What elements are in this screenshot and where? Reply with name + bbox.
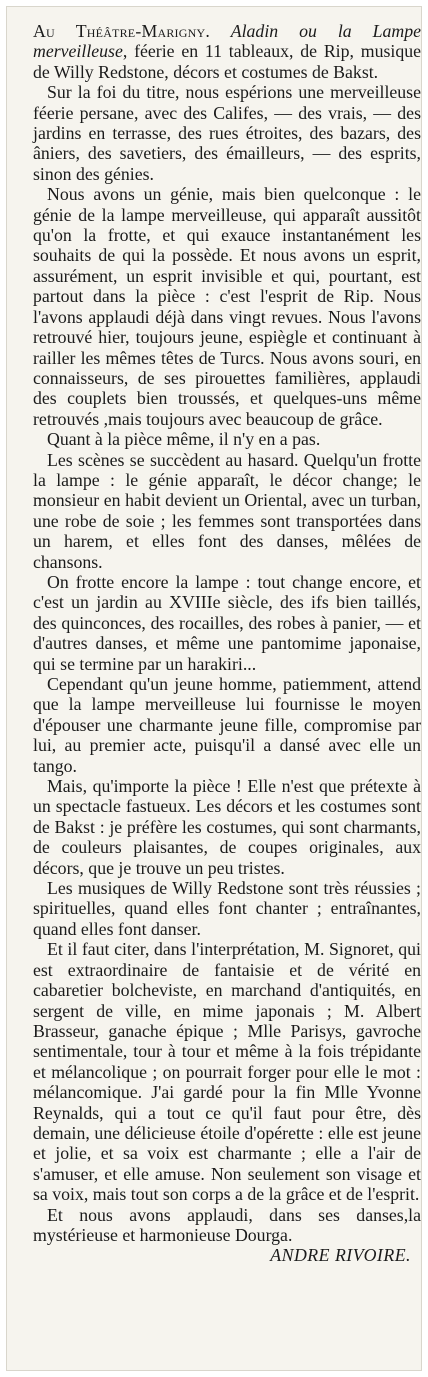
newspaper-clipping — [6, 6, 422, 1371]
article-paragraph-6: Cependant qu'un jeune homme, patiemment, attend que la lampe merveilleuse lui fournisse le moyen d'épouser une charmante jeune fille, compromise par lui, au premier acte, puisqu'il a dansé avec elle un tango. — [33, 674, 421, 776]
article-paragraph-7: Mais, qu'importe la pièce ! Elle n'est que prétexte à un spectacle fastueux. Les décors et les costumes sont de Bakst : je préfère les costumes, qui sont charmants, de couleurs plaisantes, de coupes originales, aux décors, que je trouve un peu tristes. — [33, 776, 421, 878]
heading-separator: . — [205, 21, 231, 41]
play-title: Aladin ou la Lampe merveilleuse — [33, 21, 422, 62]
article-paragraph-5: On frotte encore la lampe : tout change encore, et c'est un jardin au XVIIIe siècle, des ifs bien taillés, des quinconces, des rocailles, des robes à panier, — et d'autres danses, et même une pantomime japonaise, qui se termine par un harakiri... — [33, 571, 421, 674]
article-paragraph-10: Et nous avons applaudi, dans ses danses,la mystérieuse et harmonieuse Dourga. — [33, 1204, 421, 1245]
article-heading — [33, 21, 421, 82]
author-signature: ANDRE RIVOIRE. — [270, 1245, 411, 1266]
article-paragraph-1: Sur la foi du titre, nous espérions une merveilleuse féerie persane, avec des Califes, — des vrais, — des jardins en terrasse, des rues étroites, des bazars, des âniers, des savetiers, des émailleurs, — des esprits, sinon des génies. — [33, 82, 421, 184]
article-column — [33, 21, 421, 1266]
article-paragraph-3: Quant à la pièce même, il n'y en a pas. — [47, 429, 321, 450]
theatre-name: Au Théâtre-Marigny — [33, 21, 206, 41]
article-paragraph-4: Les scènes se succèdent au hasard. Quelqu'un frotte la lampe : le génie apparaît, le décor change; le monsieur en habit devient un Oriental, avec un turban, une robe de soie ; les femmes sont transportées dans un harem, et elles font des danses, mêlées de chansons. — [33, 449, 421, 572]
article-paragraph-8: Les musiques de Willy Redstone sont très réussies ; spirituelles, quand elles font chanter ; entraînantes, quand elles font danser. — [33, 878, 421, 939]
article-paragraph-2: Nous avons un génie, mais bien quelconque : le génie de la lampe merveilleuse, qui apparaît aussitôt qu'on la frotte, et qui exauce instantanément les souhaits de qui la possède. Et nous avons un esprit, assurément, un esprit invisible et qui, pourtant, est partout dans la pièce : c'est l'esprit de Rip. Nous l'avons applaudi déjà dans vingt revues. Nous l'avons retrouvé hier, toujours jeune, espiègle et continuant à railler les mêmes têtes de Turcs. Nous avons souri, en connaisseurs, de ses pirouettes familières, applaudi des couplets bien troussés, et quelques-uns même retrouvés ,mais toujours avec beaucoup de grâce. — [33, 184, 421, 429]
article-paragraph-9: Et il faut citer, dans l'interprétation, M. Signoret, qui est extraordinaire de fantaisie et de vérité en cabaretier bolcheviste, en marchand d'antiquités, en sergent de ville, en mime japonais ; M. Albert Brasseur, ganache épique ; Mlle Parisys, gavroche sentimentale, tour à tour et même à la fois trépidante et mélancolique ; on pourrait forger pour elle le mot : mélancomique. J'ai gardé pour la fin Mlle Yvonne Reynalds, qui a tout ce qu'il faut pour être, dès demain, une délicieuse étoile d'opérette : elle est jeune et jolie, et sa voix est charmante ; elle a l'air de s'amuser, et elle amuse. Non seulement son visage et sa voix, mais tout son corps a de la grâce et de l'esprit. — [33, 939, 421, 1205]
play-details: , féerie en 11 tableaux, de Rip, musique de Willy Redstone, décors et costumes de Bakst. — [33, 41, 421, 82]
